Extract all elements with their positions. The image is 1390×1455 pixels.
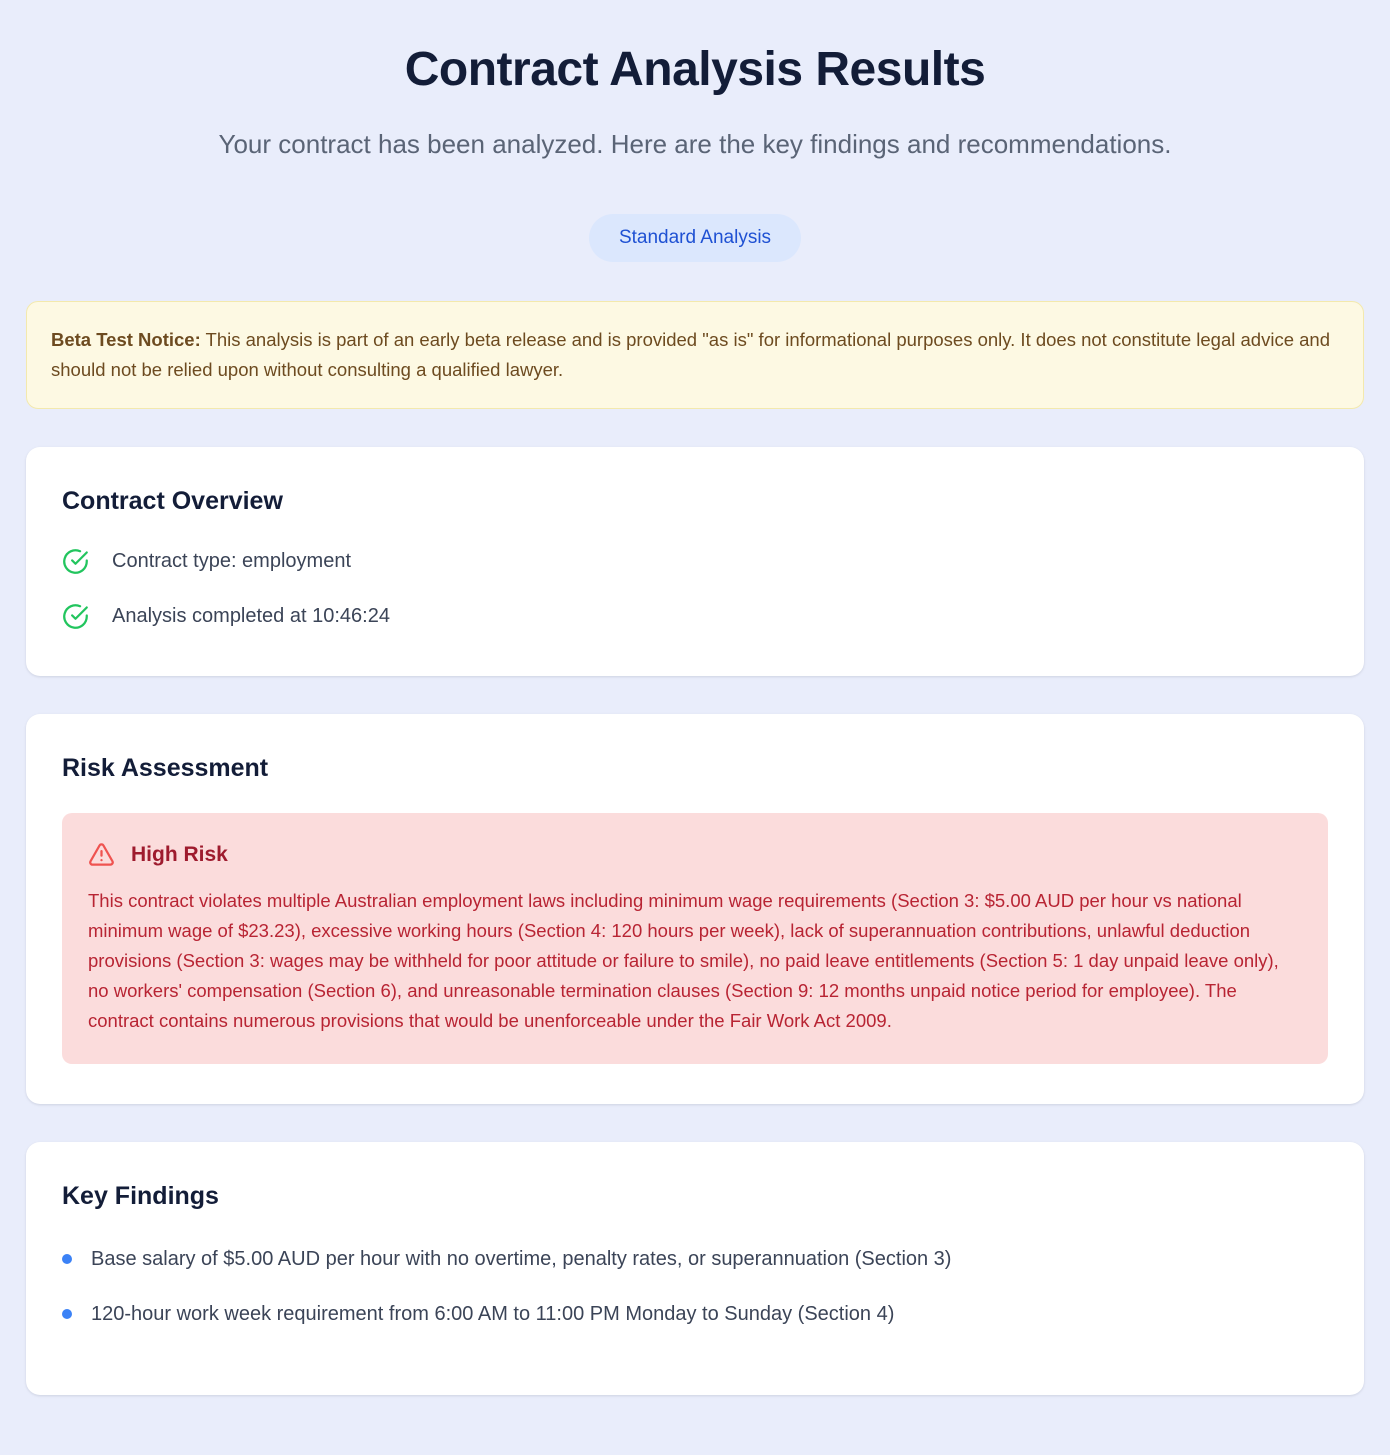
finding-item-text: 120-hour work week requirement from 6:00 AM to 11:00 PM Monday to Sunday (Section 4) [91, 1303, 895, 1325]
key-findings-list [62, 1245, 1328, 1328]
page-subtitle: Your contract has been analyzed. Here are the key findings and recommendations. [218, 129, 1172, 159]
analysis-type-badge: Standard Analysis [589, 214, 801, 262]
list-item [62, 1300, 1328, 1328]
warning-triangle-icon [88, 841, 115, 868]
key-findings-card [26, 1142, 1364, 1395]
page-header [0, 0, 1390, 262]
risk-assessment-card [26, 714, 1364, 1104]
list-item [62, 603, 1328, 630]
contract-overview-list [62, 548, 1328, 630]
risk-level-header [88, 841, 1302, 868]
finding-item-text: Base salary of $5.00 AUD per hour with no overtime, penalty rates, or superannuation (Section 3) [91, 1248, 952, 1270]
bullet-dot-icon [62, 1254, 72, 1264]
check-circle-icon [62, 603, 89, 630]
overview-item-text: Analysis completed at 10:46:24 [112, 605, 390, 627]
bullet-dot-icon [62, 1309, 72, 1319]
key-findings-title: Key Findings [62, 1182, 219, 1210]
overview-item-text: Contract type: employment [112, 550, 351, 572]
beta-notice-label: Beta Test Notice: [51, 329, 201, 350]
risk-level-label: High Risk [131, 842, 228, 866]
beta-notice-text: This analysis is part of an early beta release and is provided "as is" for informational purposes only. It does not constitute legal advice and should not be relied upon without consulting a qualified lawyer. [51, 329, 1330, 380]
contract-overview-card [26, 447, 1364, 676]
beta-test-notice [26, 301, 1364, 409]
risk-level-box [62, 813, 1328, 1064]
check-circle-icon [62, 548, 89, 575]
list-item [62, 548, 1328, 575]
risk-description: This contract violates multiple Australian employment laws including minimum wage requirements (Section 3: $5.00 AUD per hour vs national minimum wage of $23.23), excessive working hours (Section 4: 120 hours per week), lack of superannuation contributions, unlawful deduction provisions (Section 3: wages may be withheld for poor attitude or failure to smile), no paid leave entitlements (Section 5: 1 day unpaid leave only), no workers' compensation (Section 6), and unreasonable termination clauses (Section 9: 12 months unpaid notice period for employee). The contract contains numerous provisions that would be unenforceable under the Fair Work Act 2009. [88, 890, 1279, 1031]
page-title: Contract Analysis Results [404, 43, 986, 96]
list-item [62, 1245, 1328, 1273]
contract-overview-title: Contract Overview [62, 487, 283, 515]
risk-assessment-title: Risk Assessment [62, 754, 269, 782]
